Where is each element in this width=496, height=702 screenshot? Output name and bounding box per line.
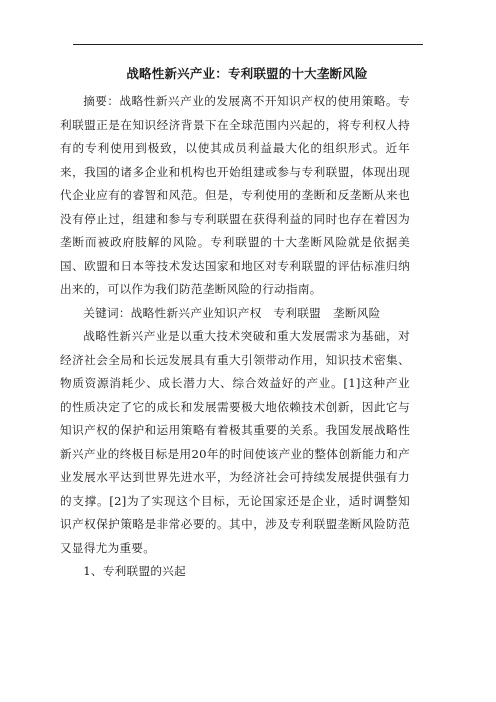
header-rule: [73, 44, 423, 45]
document-title: 战略性新兴产业：专利联盟的十大垄断风险: [126, 66, 368, 81]
keywords-line: 关键词：战略性新兴产业知识产权 专利联盟 垄断风险: [83, 305, 381, 320]
document-content: [60, 66, 410, 584]
abstract-paragraph: 摘要：战略性新兴产业的发展离不开知识产权的使用策略。专利联盟正是在知识经济背景下在全球范围内兴起的，将专利权人持有的专利使用到极致，以使其成员利益最大化的组织形式。近年来，我国的诸多企业和机构也开始组建或参与专利联盟，体现出现代企业应有的睿智和风范。但是，专利使用的垄断和反垄断从来也没有停止过，组建和参与专利联盟在获得利益的同时也存在着因为垄断而被政府肢解的风险。专利联盟的十大垄断风险就是依据美国、欧盟和日本等技术发达国家和地区对专利联盟的评估标准归纳出来的，可以作为我们防范垄断风险的行动指南。: [60, 94, 410, 296]
section-heading: 1、专利联盟的兴起: [83, 564, 187, 578]
body-paragraph: 战略性新兴产业是以重大技术突破和重大发展需求为基础，对经济社会全局和长远发展具有重大引领带动作用，知识技术密集、物质资源消耗少、成长潜力大、综合效益好的产业。[1]这种产业的性质决定了它的成长和发展需要极大地依赖技术创新，因此它与知识产权的保护和运用策略有着极其重要的关系。我国发展战略性新兴产业的终极目标是用20年的时间使该产业的整体创新能力和产业发展水平达到世界先进水平，为经济社会可持续发展提供强有力的支撑。[2]为了实现这个目标，无论国家还是企业，适时调整知识产权保护策略是非常必要的。其中，涉及专利联盟垄断风险防范又显得尤为重要。: [60, 329, 410, 555]
